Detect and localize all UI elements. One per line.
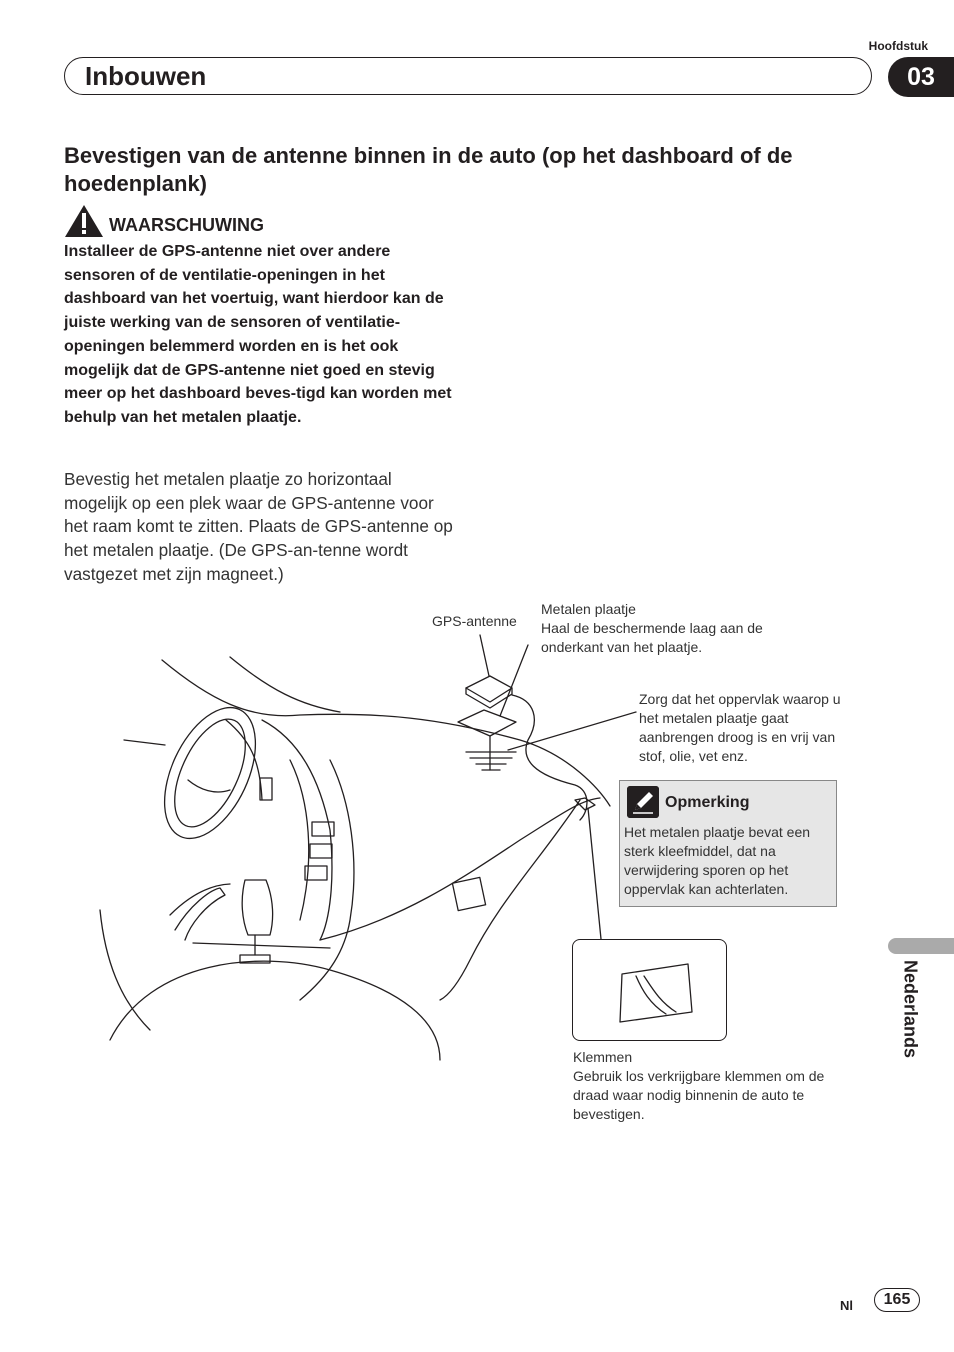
metal-plate-callout	[541, 600, 791, 657]
section-heading: Bevestigen van de antenne binnen in de auto (op het dashboard of de hoedenplank)	[64, 143, 793, 196]
gps-antenna-label: GPS-antenne	[432, 613, 517, 629]
surface-callout: Zorg dat het oppervlak waarop u het metalen plaatje gaat aanbrengen droog is en vrij van stof, olie, vet enz.	[639, 691, 841, 764]
warning-text: Installeer de GPS-antenne niet over andere sensoren of de ventilatie-openingen in het dashboard van het voertuig, want hierdoor kan de juiste werking van de sensoren of ventilatie-openingen belemmerd worden en is het ook mogelijk dat de GPS-antenne niet goed en stevig meer op het dashboard beves-tigd kan worden met behulp van het metalen plaatje.	[64, 243, 452, 426]
language-tab-label: Nederlands	[900, 960, 921, 1059]
footer-language-code: Nl	[840, 1298, 853, 1313]
warning-title: WAARSCHUWING	[109, 215, 264, 235]
clips-callout	[573, 1048, 833, 1124]
metal-plate-title: Metalen plaatje	[541, 601, 636, 617]
chapter-number-badge: 03	[888, 57, 954, 97]
instruction-paragraph: Bevestig het metalen plaatje zo horizontaal mogelijk op een plek waar de GPS-antenne voor het raam komt te zitten. Plaats de GPS-antenne op het metalen plaatje. (De GPS-an-tenne wordt vastgezet met zijn magneet.)	[64, 469, 453, 584]
language-tab-marker	[888, 938, 954, 954]
page-title: Inbouwen	[85, 61, 207, 91]
clip-illustration-box	[572, 939, 727, 1041]
chapter-label: Hoofdstuk	[868, 39, 928, 53]
language-tab	[880, 960, 940, 1080]
page-number: 165	[874, 1288, 920, 1312]
note-title: Opmerking	[665, 794, 750, 811]
pencil-icon	[627, 786, 659, 818]
note-text: Het metalen plaatje bevat een sterk kleefmiddel, dat na verwijdering sporen op het oppervlak kan achterlaten.	[624, 824, 811, 897]
clips-title: Klemmen	[573, 1049, 633, 1065]
metal-plate-text: Haal de beschermende laag aan de onderkant van het plaatje.	[541, 620, 763, 655]
clips-text: Gebruik los verkrijgbare klemmen om de draad waar nodig binnenin de auto te bevestigen.	[573, 1068, 825, 1122]
